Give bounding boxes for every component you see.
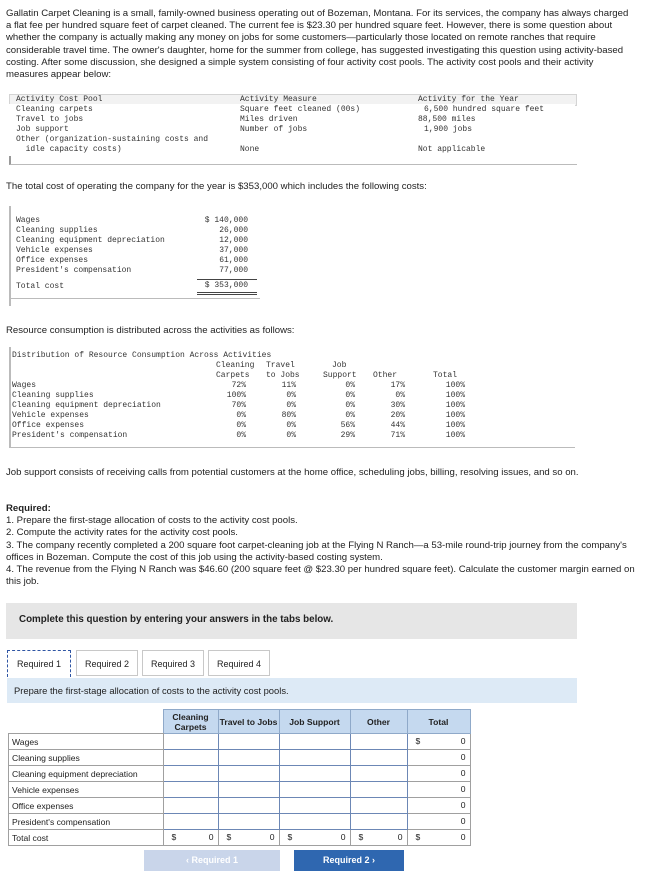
allocation-input[interactable] [218, 798, 279, 814]
activity-measure-0: Square feet cleaned (00s) [240, 105, 361, 114]
prompt-text: Prepare the first-stage allocation of costs to the activity cost pools. [14, 685, 289, 696]
answer-table-body [9, 734, 471, 846]
activity-amount-0: 6,500 hundred square feet [424, 105, 545, 114]
dist-col-5-line2: Total [433, 371, 458, 380]
activity-pool-2: Job support [16, 125, 69, 134]
allocation-input[interactable] [218, 734, 279, 750]
dist-row-label: Wages [12, 381, 37, 390]
dist-cell: 0% [286, 421, 296, 430]
job-support-note: Job support consists of receiving calls from potential customers at the home office, scheduling jobs, billing, resolving issues, and so on. [6, 467, 579, 478]
dist-cell: 0% [286, 431, 296, 440]
prompt-bar [7, 678, 577, 703]
activity-header-measure: Activity Measure [240, 95, 317, 104]
dist-row-label: President's compensation [12, 431, 128, 440]
allocation-input[interactable] [350, 814, 407, 830]
dist-cell: 0% [236, 411, 246, 420]
dist-cell: 44% [390, 421, 405, 430]
allocation-input[interactable] [163, 734, 218, 750]
allocation-input[interactable] [350, 782, 407, 798]
column-total-value: 0 [340, 832, 346, 842]
row-total-cell [407, 766, 470, 782]
answer-header-travel: Travel to Jobs [218, 710, 279, 734]
dist-cell: 0% [345, 401, 355, 410]
allocation-input[interactable] [163, 750, 218, 766]
allocation-input[interactable] [163, 782, 218, 798]
answer-row-label: President's compensation [9, 814, 164, 830]
column-total-cell [407, 830, 470, 846]
activity-amount-4: Not applicable [418, 145, 486, 154]
tab-required-2[interactable]: Required 2 [76, 650, 138, 676]
column-total-value: 0 [269, 832, 275, 842]
column-total-cell [279, 830, 350, 846]
dist-cell: 11% [281, 381, 296, 390]
tab-required-3[interactable]: Required 3 [142, 650, 204, 676]
row-total-cell [407, 798, 470, 814]
row-total-value: 0 [460, 768, 466, 778]
prev-required-button[interactable]: ‹ Required 1 [144, 850, 280, 871]
cost-value-1: 26,000 [219, 226, 248, 235]
dist-row-label: Office expenses [12, 421, 85, 430]
dist-cell: 0% [345, 391, 355, 400]
dist-cell: 100% [226, 391, 246, 400]
answer-row-label: Vehicle expenses [9, 782, 164, 798]
dist-col-2-line1: Travel [266, 361, 295, 370]
row-total-value: 0 [460, 816, 466, 826]
dist-cell: 100% [445, 411, 465, 420]
answer-row [9, 734, 471, 750]
allocation-input[interactable] [350, 750, 407, 766]
column-total-cell [218, 830, 279, 846]
distribution-title: Distribution of Resource Consumption Across Activities [12, 351, 272, 360]
cost-value-4: 61,000 [219, 256, 248, 265]
required-section [6, 503, 636, 588]
activity-header-pool: Activity Cost Pool [16, 95, 103, 104]
answer-row [9, 814, 471, 830]
dist-row-label: Cleaning supplies [12, 391, 94, 400]
dist-cell: 100% [445, 421, 465, 430]
allocation-input[interactable] [218, 766, 279, 782]
answer-header-cleaning: Cleaning Carpets [163, 710, 218, 734]
activity-measure-1: Miles driven [240, 115, 298, 124]
next-required-button[interactable]: Required 2 › [294, 850, 404, 871]
answer-row [9, 766, 471, 782]
required-heading: Required: [6, 503, 51, 514]
dist-cell: 0% [286, 401, 296, 410]
activity-measure-2: Number of jobs [240, 125, 308, 134]
divider [9, 156, 577, 165]
allocation-input[interactable] [163, 814, 218, 830]
allocation-input[interactable] [218, 782, 279, 798]
answer-row-label: Cleaning supplies [9, 750, 164, 766]
row-total-cell [407, 814, 470, 830]
dist-cell: 30% [390, 401, 405, 410]
allocation-input[interactable] [218, 750, 279, 766]
activity-measure-4: None [240, 145, 260, 154]
cost-label-2: Cleaning equipment depreciation [16, 236, 165, 245]
required-item-1: 1. Prepare the first-stage allocation of costs to the activity cost pools. [6, 515, 298, 527]
instruction-band [6, 603, 577, 639]
answer-row-label: Cleaning equipment depreciation [9, 766, 164, 782]
column-total-dollar: $ [226, 832, 232, 842]
allocation-input[interactable] [279, 798, 350, 814]
allocation-input[interactable] [279, 750, 350, 766]
allocation-input[interactable] [163, 766, 218, 782]
row-total-cell [407, 734, 470, 750]
cost-value-3: 37,000 [219, 246, 248, 255]
activity-amount-1: 88,500 miles [418, 115, 476, 124]
cost-label-3: Vehicle expenses [16, 246, 93, 255]
activity-pool-3: Other (organization-sustaining costs and [16, 135, 209, 144]
cost-label-0: Wages [16, 216, 41, 225]
answer-total-row [9, 830, 471, 846]
activity-pool-0: Cleaning carpets [16, 105, 93, 114]
allocation-input[interactable] [279, 814, 350, 830]
problem-intro: Gallatin Carpet Cleaning is a small, family-owned business operating out of Bozeman, Montana. For its services, the company has always charged a flat fee per hundred square feet of carpet cleaned. The current fee is $23.30 per hundred square feet. However, there is some question about whether the company is actually making any money on jobs for some customers—particularly those located on remote ranches that require considerable travel time. The owner's daughter, home for the summer from college, has suggested investigating this question using activity-based costing. After some discussion, she designed a simple system consisting of four activity cost pools. The activity cost pools and their activity measures appear below: [6, 8, 629, 81]
dist-cell: 70% [231, 401, 246, 410]
dist-cell: 56% [340, 421, 355, 430]
row-total-cell [407, 750, 470, 766]
cost-label-1: Cleaning supplies [16, 226, 98, 235]
allocation-input[interactable] [163, 798, 218, 814]
cost-total-label: Total cost [16, 282, 65, 291]
column-total-dollar: $ [171, 832, 177, 842]
dist-cell: 0% [345, 381, 355, 390]
cost-value-0: $ 140,000 [204, 216, 248, 225]
tab-required-4[interactable]: Required 4 [208, 650, 270, 676]
column-total-value: 0 [397, 832, 403, 842]
activity-pool-4: idle capacity costs) [16, 145, 122, 154]
dist-col-3-line1: Job [332, 361, 347, 370]
allocation-input[interactable] [350, 798, 407, 814]
cost-label-5: President's compensation [16, 266, 132, 275]
column-total-dollar: $ [287, 832, 293, 842]
required-item-2: 2. Compute the activity rates for the activity cost pools. [6, 527, 238, 539]
column-total-cell [350, 830, 407, 846]
row-total-value: 0 [460, 752, 466, 762]
dist-cell: 100% [445, 431, 465, 440]
column-total-value: 0 [460, 832, 466, 842]
column-total-cell [163, 830, 218, 846]
required-item-4: 4. The revenue from the Flying N Ranch was $46.60 (200 square feet @ $23.30 per hundred square feet). Calculate the customer margin earned on this job. [6, 564, 635, 588]
allocation-input[interactable] [218, 814, 279, 830]
dist-cell: 29% [340, 431, 355, 440]
required-item-3: 3. The company recently completed a 200 square foot carpet-cleaning job at the Flying N Ranch—a 53-mile round-trip journey from the company's offices in Bozeman. Compute the cost of this job using the activity-based costing system. [6, 539, 627, 563]
column-total-dollar: $ [358, 832, 364, 842]
dist-row-label: Cleaning equipment depreciation [12, 401, 161, 410]
row-total-value: 0 [460, 736, 466, 746]
activity-pool-1: Travel to jobs [16, 115, 84, 124]
resource-intro: Resource consumption is distributed across the activities as follows: [6, 325, 295, 336]
dist-row-label: Vehicle expenses [12, 411, 89, 420]
column-total-value: 0 [208, 832, 214, 842]
row-total-cell [407, 782, 470, 798]
dist-cell: 0% [286, 391, 296, 400]
activity-header-year: Activity for the Year [418, 95, 519, 104]
cost-total-value: $ 353,000 [204, 281, 248, 290]
dist-cell: 0% [395, 391, 405, 400]
dist-cell: 100% [445, 391, 465, 400]
answer-row [9, 750, 471, 766]
cost-intro: The total cost of operating the company for the year is $353,000 which includes the following costs: [6, 181, 427, 192]
dist-col-1-line2: Carpets [216, 371, 250, 380]
row-total-value: 0 [460, 800, 466, 810]
cost-value-2: 12,000 [219, 236, 248, 245]
dist-col-1-line1: Cleaning [216, 361, 255, 370]
dist-cell: 100% [445, 381, 465, 390]
allocation-input[interactable] [350, 734, 407, 750]
allocation-input[interactable] [279, 766, 350, 782]
cost-label-4: Office expenses [16, 256, 89, 265]
column-total-dollar: $ [415, 832, 421, 842]
answer-row-label: Office expenses [9, 798, 164, 814]
tab-required-1[interactable]: Required 1 [7, 650, 71, 677]
allocation-input[interactable] [279, 782, 350, 798]
row-total-dollar: $ [415, 736, 421, 746]
dist-cell: 20% [390, 411, 405, 420]
answer-table [8, 709, 471, 846]
dist-col-4-line2: Other [373, 371, 398, 380]
dist-cell: 100% [445, 401, 465, 410]
answer-row [9, 798, 471, 814]
dist-col-3-line2: Support [323, 371, 357, 380]
allocation-input[interactable] [350, 766, 407, 782]
cost-value-5: 77,000 [219, 266, 248, 275]
answer-header-other: Other [350, 710, 407, 734]
dist-cell: 0% [345, 411, 355, 420]
dist-cell: 0% [236, 431, 246, 440]
answer-header-job-support: Job Support [279, 710, 350, 734]
allocation-input[interactable] [279, 734, 350, 750]
instruction-text: Complete this question by entering your answers in the tabs below. [19, 614, 334, 625]
dist-cell: 17% [390, 381, 405, 390]
answer-total-label: Total cost [9, 830, 164, 846]
answer-header-blank [9, 710, 164, 734]
dist-col-2-line2: to Jobs [266, 371, 300, 380]
answer-row [9, 782, 471, 798]
dist-cell: 80% [281, 411, 296, 420]
dist-cell: 0% [236, 421, 246, 430]
dist-cell: 71% [390, 431, 405, 440]
dist-cell: 72% [231, 381, 246, 390]
row-total-value: 0 [460, 784, 466, 794]
activity-amount-2: 1,900 jobs [424, 125, 473, 134]
answer-row-label: Wages [9, 734, 164, 750]
answer-header-total: Total [407, 710, 470, 734]
